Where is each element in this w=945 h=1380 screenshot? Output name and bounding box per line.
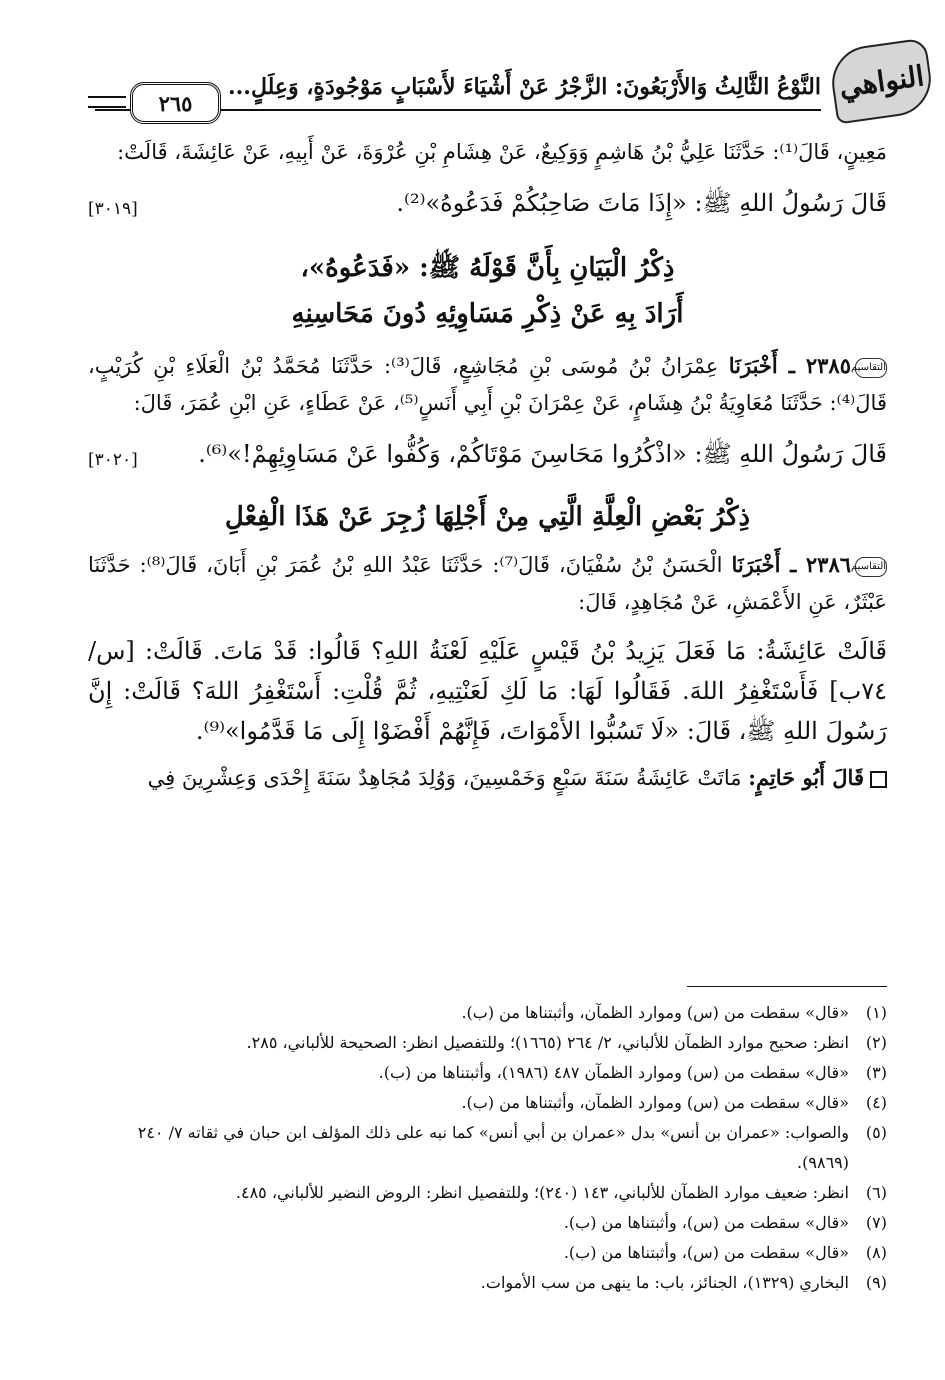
footnote-item <box>88 1178 887 1208</box>
hadith-reference: [٣٠١٩] <box>88 199 138 219</box>
footnote-number: (٩) <box>865 1273 887 1292</box>
hadith-number: ٢٣٨٦ ـ أَخْبَرَنَا <box>731 552 852 577</box>
footnotes <box>88 998 887 1298</box>
footnote-separator <box>687 986 887 987</box>
page-number: ٢٦٥ <box>130 82 221 124</box>
taqasim-stamp-icon: التقاسيم <box>855 557 887 577</box>
hadith-2386 <box>88 546 887 621</box>
taqasim-stamp-icon: التقاسيم <box>855 358 887 378</box>
footnote-text: البخاري (١٣٢٩)، الجنائز، باب: ما ينهى من سب الأموات. <box>480 1273 849 1292</box>
abu-hatim-note <box>88 759 887 797</box>
page-number-rule <box>88 96 126 108</box>
footnote-text: انظر: صحيح موارد الظمآن للألباني، ٢/ ٢٦٤ (١٦٦٥)؛ وللتفصيل انظر: الصحيحة للألباني، ٢٨٥. <box>246 1033 849 1052</box>
page-header <box>0 38 945 124</box>
footnote-item <box>88 1238 887 1268</box>
heading-line: أَرَادَ بِهِ عَنْ ذِكْرِ مَسَاوِئِهِ دُونَ مَحَاسِنِهِ <box>291 299 684 329</box>
heading-line: ذِكْرُ بَعْضِ الْعِلَّةِ الَّتِي مِنْ أَجْلِهَا زُجِرَ عَنْ هَذَا الْفِعْلِ <box>224 502 751 532</box>
chapter-heading-1 <box>88 245 887 337</box>
footnote-text: «قال» سقطت من (س) وموارد الظمآن ٤٨٧ (١٩٨٦)، وأثبتناها من (ب). <box>378 1063 849 1082</box>
hadith-text: قَالَ رَسُولُ اللهِ ﷺ: «اذْكُرُوا مَحَاسِنَ مَوْتَاكُمْ، وَكُفُّوا عَنْ مَسَاوِئِهِمْ!»⁽⁶⁾. <box>198 440 887 468</box>
footnote-number: (٨) <box>865 1243 887 1262</box>
footnote-item <box>88 1058 887 1088</box>
footnote-item <box>88 1268 887 1298</box>
section-badge-label: النواهي <box>837 58 926 104</box>
hadith-saying-1 <box>88 183 887 223</box>
isnad-text: الْحَسَنُ بْنُ سُفْيَانَ، قَالَ⁽⁷⁾: حَدَّثَنَا عَبْدُ اللهِ بْنُ عُمَرَ بْنِ أَبَانَ، قَالَ⁽⁸⁾: حَدَّثَنَا عَبْثَرٌ، عَنِ الأَعْمَشِ، عَنْ مُجَاهِدٍ، قَالَ: <box>88 553 887 614</box>
footnote-item <box>88 1028 887 1058</box>
chapter-heading-2 <box>88 494 887 540</box>
footnote-number: (١) <box>865 1003 887 1022</box>
isnad-text: عِمْرَانُ بْنُ مُوسَى بْنِ مُجَاشِعٍ، قَالَ⁽³⁾: حَدَّثَنَا مُحَمَّدُ بْنُ الْعَلَاءِ بْنِ كُرَيْبٍ، قَالَ⁽⁴⁾: حَدَّثَنَا مُعَاوِيَةُ بْنُ هِشَامٍ، عَنْ عِمْرَانَ بْنِ أَبِي أَنَسٍ⁽⁵⁾، عَنْ عَطَاءٍ، عَنِ ابْنِ عُمَرَ، قَالَ: <box>88 354 887 415</box>
square-bullet-icon <box>870 771 887 788</box>
hadith-reference: [٣٠٢٠] <box>88 450 138 470</box>
paragraph-1: مَعِينٍ، قَالَ⁽¹⁾: حَدَّثَنَا عَلِيُّ بْنُ هَاشِمٍ وَوَكِيعٌ، عَنْ هِشَامِ بْنِ عُرْوَةَ، عَنْ أَبِيهِ، عَنْ عَائِشَةَ، قَالَتْ: <box>117 140 887 164</box>
footnote-item <box>88 1088 887 1118</box>
footnote-text: والصواب: «عمران بن أنس» بدل «عمران بن أبي أنس» كما نبه على ذلك المؤلف ابن حبان في ثقاته ٧/ ٢٤٠ (٩٨٦٩). <box>137 1123 849 1172</box>
footnote-text: «قال» سقطت من (س)، وأثبتناها من (ب). <box>563 1243 849 1262</box>
footnote-item <box>88 1118 887 1178</box>
note-text: مَاتَتْ عَائِشَةُ سَنَةَ سَبْعٍ وَخَمْسِينَ، وَوُلِدَ مُجَاهِدٌ سَنَةَ إِحْدَى وَعِشْرِينَ فِي <box>147 766 749 790</box>
running-title: النَّوْعُ الثَّالِثُ وَالأَرْبَعُونَ: الزَّجْرُ عَنْ أَشْيَاءَ لأَسْبَابٍ مَوْجُودَةٍ، وَعِلَلٍ... <box>227 74 821 100</box>
footnote-item <box>88 1208 887 1238</box>
footnote-number: (٥) <box>865 1123 887 1142</box>
footnote-number: (٣) <box>865 1063 887 1082</box>
section-badge <box>827 37 935 124</box>
heading-line: ذِكْرُ الْبَيَانِ بِأَنَّ قَوْلَهُ ﷺ: «فَدَعُوهُ»، <box>300 253 675 283</box>
hadith-saying-2 <box>88 434 887 474</box>
footnote-number: (٦) <box>865 1183 887 1202</box>
hadith-text: قَالَ رَسُولُ اللهِ ﷺ: «إِذَا مَاتَ صَاحِبُكُمْ فَدَعُوهُ»⁽²⁾. <box>396 189 887 217</box>
hadith-2385 <box>88 347 887 422</box>
footnote-text: انظر: ضعيف موارد الظمآن للألباني، ١٤٣ (٢٤٠)؛ وللتفصيل انظر: الروض النضير للألباني، ٤٨٥. <box>235 1183 849 1202</box>
footnote-number: (٧) <box>865 1213 887 1232</box>
hadith-number: ٢٣٨٥ ـ أَخْبَرَنَا <box>728 353 851 378</box>
hadith-saying-3: قَالَتْ عَائِشَةُ: مَا فَعَلَ يَزِيدُ بْنُ قَيْسٍ عَلَيْهِ لَعْنَةُ اللهِ؟ قَالُوا: قَدْ مَاتَ. قَالَتْ: [س/٧٤ب] فَأَسْتَغْفِرُ اللهَ. فَقَالُوا لَهَا: مَا لَكِ لَعَنْتِيهِ، ثُمَّ قُلْتِ: أَسْتَغْفِرُ اللهَ؟ قَالَتْ: إِنَّ رَسُولَ اللهِ ﷺ، قَالَ: «لَا تَسُبُّوا الأَمْوَاتَ، فَإِنَّهُمْ أَفْضَوْا إِلَى مَا قَدَّمُوا»⁽⁹⁾. <box>88 637 887 745</box>
main-text <box>88 126 887 797</box>
footnote-text: «قال» سقطت من (س)، وأثبتناها من (ب). <box>563 1213 849 1232</box>
footnote-text: «قال» سقطت من (س) وموارد الظمآن، وأثبتناها من (ب). <box>461 1093 849 1112</box>
footnote-number: (٤) <box>865 1093 887 1112</box>
note-lead: قَالَ أَبُو حَاتِمٍ: <box>748 765 864 790</box>
footnote-text: «قال» سقطت من (س) وموارد الظمآن، وأثبتناها من (ب). <box>461 1003 849 1022</box>
footnote-item <box>88 998 887 1028</box>
footnote-number: (٢) <box>865 1033 887 1052</box>
